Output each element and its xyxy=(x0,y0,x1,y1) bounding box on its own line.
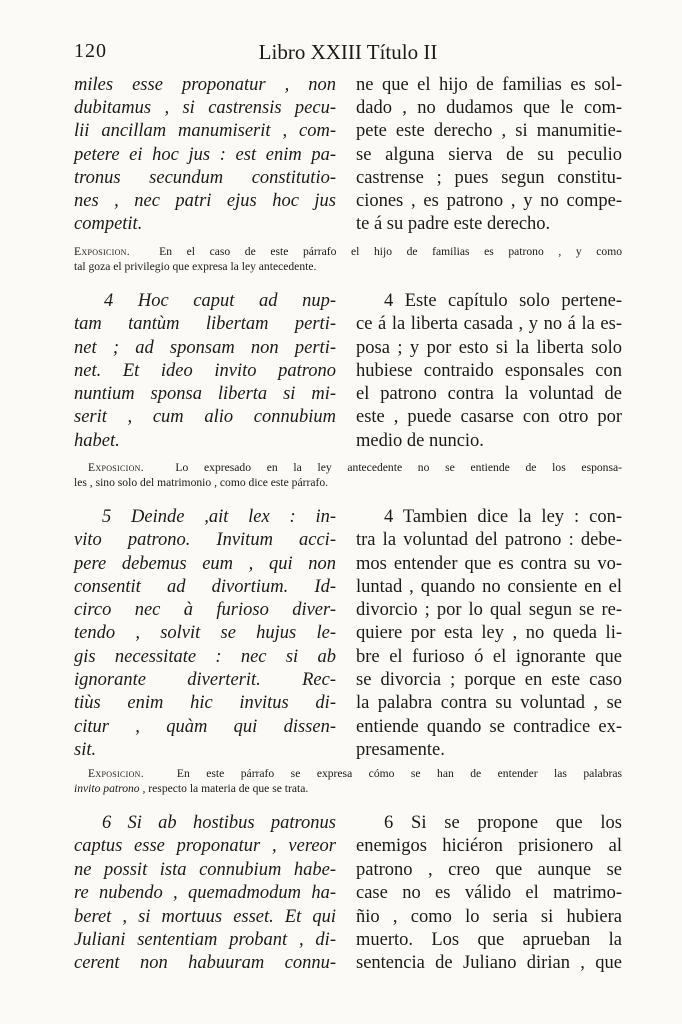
spanish-line: presamente. xyxy=(356,739,445,760)
spanish-line: 4 Este capítulo solo pertene- xyxy=(384,291,622,311)
latin-line: pere debemus eum , qui non xyxy=(74,553,336,574)
spanish-column xyxy=(356,290,622,453)
exposition-text: les , sino solo del matrimonio , como dice este párrafo. xyxy=(74,476,329,489)
latin-column xyxy=(74,74,336,236)
exposition-label: Exposicion. xyxy=(74,245,130,258)
latin-line: consentit ad divortium. Id- xyxy=(74,576,336,597)
spanish-line: muerto. Los que aprueban la xyxy=(356,930,622,951)
latin-column xyxy=(74,506,336,762)
page-number: 120 xyxy=(74,40,107,62)
latin-line: cerent non habuuram connu- xyxy=(74,953,336,974)
exposition-text: respecto la materia de que se trata. xyxy=(148,782,309,795)
exposition-label: Exposicion. xyxy=(88,461,144,474)
spanish-line: te á su padre este derecho. xyxy=(356,214,551,235)
exposition-note-3 xyxy=(74,766,622,796)
spanish-column xyxy=(356,506,622,762)
spanish-line: castrense ; pues segun constitu- xyxy=(356,167,622,188)
spanish-line: ne que el hijo de familias es sol- xyxy=(356,75,622,95)
spanish-line: entiende quando se contradice ex- xyxy=(356,716,622,737)
paragraph-section-3 xyxy=(74,506,622,764)
latin-column xyxy=(74,290,336,453)
spanish-line: quiere por esta ley , no queda li- xyxy=(356,623,622,644)
spanish-line: medio de nuncio. xyxy=(356,430,484,451)
latin-line: competit. xyxy=(74,214,143,235)
spanish-line: case no es válido el matrimo- xyxy=(356,883,622,904)
spanish-line: mos entender que es contra su vo- xyxy=(356,553,622,574)
latin-line: 4 Hoc caput ad nup- xyxy=(104,291,336,311)
spanish-line: luntad , quando no consiente en el xyxy=(356,576,622,597)
exposition-note-1 xyxy=(74,244,622,274)
latin-line: ignorante diverterit. Rec- xyxy=(74,670,336,691)
exposition-text: tal goza el privilegio que expresa la ley antecedente. xyxy=(74,260,317,273)
latin-line: tam tantùm libertam perti- xyxy=(74,314,336,335)
exposition-text: En este párrafo se expresa cómo se han de entender las palabras xyxy=(176,767,623,780)
latin-line: beret , si mortuus esset. Et qui xyxy=(74,906,336,927)
spanish-column xyxy=(356,812,622,976)
spanish-line: ce á la liberta casada , y no á la es- xyxy=(356,314,622,335)
spanish-line: ñio , como lo seria si hubiera xyxy=(356,906,622,927)
spanish-line: enemigos hiciéron prisionero al xyxy=(356,836,622,857)
latin-line: net. Et ideo invito patrono xyxy=(74,360,336,381)
latin-line: circo nec à furioso diver- xyxy=(74,600,336,621)
latin-line: miles esse proponatur , non xyxy=(74,75,336,95)
spanish-line: el patrono contra la voluntad de xyxy=(356,384,622,405)
spanish-line: pete este derecho , si manumitie- xyxy=(356,121,622,142)
spanish-line: posa ; y por esto si la liberta solo xyxy=(356,337,622,358)
latin-line: ne possit ista connubium habe- xyxy=(74,859,336,880)
latin-line: habet. xyxy=(74,430,120,451)
latin-line: Juliani sententiam probant , di- xyxy=(74,930,336,951)
latin-line: sit. xyxy=(74,739,97,760)
exposition-italic-phrase: invito patrono , xyxy=(74,782,146,795)
exposition-text: En el caso de este párrafo el hijo de familias es patrono , y como xyxy=(159,245,623,258)
spanish-line: 4 Tambien dice la ley : con- xyxy=(384,507,622,527)
latin-line: tiùs enim hic invitus di- xyxy=(74,693,336,714)
latin-line: re nubendo , quemadmodum ha- xyxy=(74,883,336,904)
latin-line: gis necessitate : nec si ab xyxy=(74,646,336,667)
running-title: Libro XXIII Título II xyxy=(258,40,438,64)
latin-line: citur , quàm qui dissen- xyxy=(74,716,336,737)
exposition-label: Exposicion. xyxy=(88,767,144,780)
latin-column xyxy=(74,812,336,976)
spanish-line: divorcio ; por lo qual segun se re- xyxy=(356,600,622,621)
latin-line: tronus secundum constitutio- xyxy=(74,167,336,188)
spanish-line: hubiese contraido esponsales con xyxy=(356,360,622,381)
latin-line: 6 Si ab hostibus patronus xyxy=(102,813,336,833)
latin-line: dubitamus , si castrensis pecu- xyxy=(74,98,336,119)
latin-line: 5 Deinde ,ait lex : in- xyxy=(102,507,336,527)
latin-line: net ; ad sponsam non perti- xyxy=(74,337,336,358)
paragraph-section-2 xyxy=(74,290,622,456)
spanish-line: la palabra contra su voluntad , se xyxy=(356,693,622,714)
spanish-column xyxy=(356,74,622,236)
latin-line: serit , cum alio connubium xyxy=(74,407,336,428)
latin-line: captus esse proponatur , vereor xyxy=(74,836,336,857)
spanish-line: tra la voluntad del patrono : debe- xyxy=(356,530,622,551)
spanish-line: patrono , creo que aunque se xyxy=(356,859,622,880)
page-header xyxy=(74,40,622,70)
latin-line: lii ancillam manumiserit , com- xyxy=(74,121,336,142)
latin-line: vito patrono. Invitum acci- xyxy=(74,530,336,551)
latin-line: petere ei hoc jus : est enim pa- xyxy=(74,144,336,165)
latin-line: nes , nec patri ejus hoc jus xyxy=(74,191,336,212)
spanish-line: se divorcia ; porque en este caso xyxy=(356,670,622,691)
spanish-line: sentencia de Juliano dirian , que xyxy=(356,953,622,974)
paragraph-section-1 xyxy=(74,74,622,240)
spanish-line: bre el furioso ó el ignorante que xyxy=(356,646,622,667)
paragraph-section-4 xyxy=(74,812,622,978)
spanish-line: 6 Si se propone que los xyxy=(384,813,622,833)
latin-line: nuntium sponsa liberta si mi- xyxy=(74,384,336,405)
spanish-line: dado , no dudamos que le com- xyxy=(356,98,622,119)
latin-line: tendo , solvit se hujus le- xyxy=(74,623,336,644)
spanish-line: este , puede casarse con otro por xyxy=(356,407,622,428)
exposition-text: Lo expresado en la ley antecedente no se entiende de los esponsa- xyxy=(175,461,622,474)
spanish-line: ciones , es patrono , y no compe- xyxy=(356,191,622,212)
spanish-line: se alguna sierva de su peculio xyxy=(356,144,622,165)
exposition-note-2 xyxy=(74,460,622,490)
